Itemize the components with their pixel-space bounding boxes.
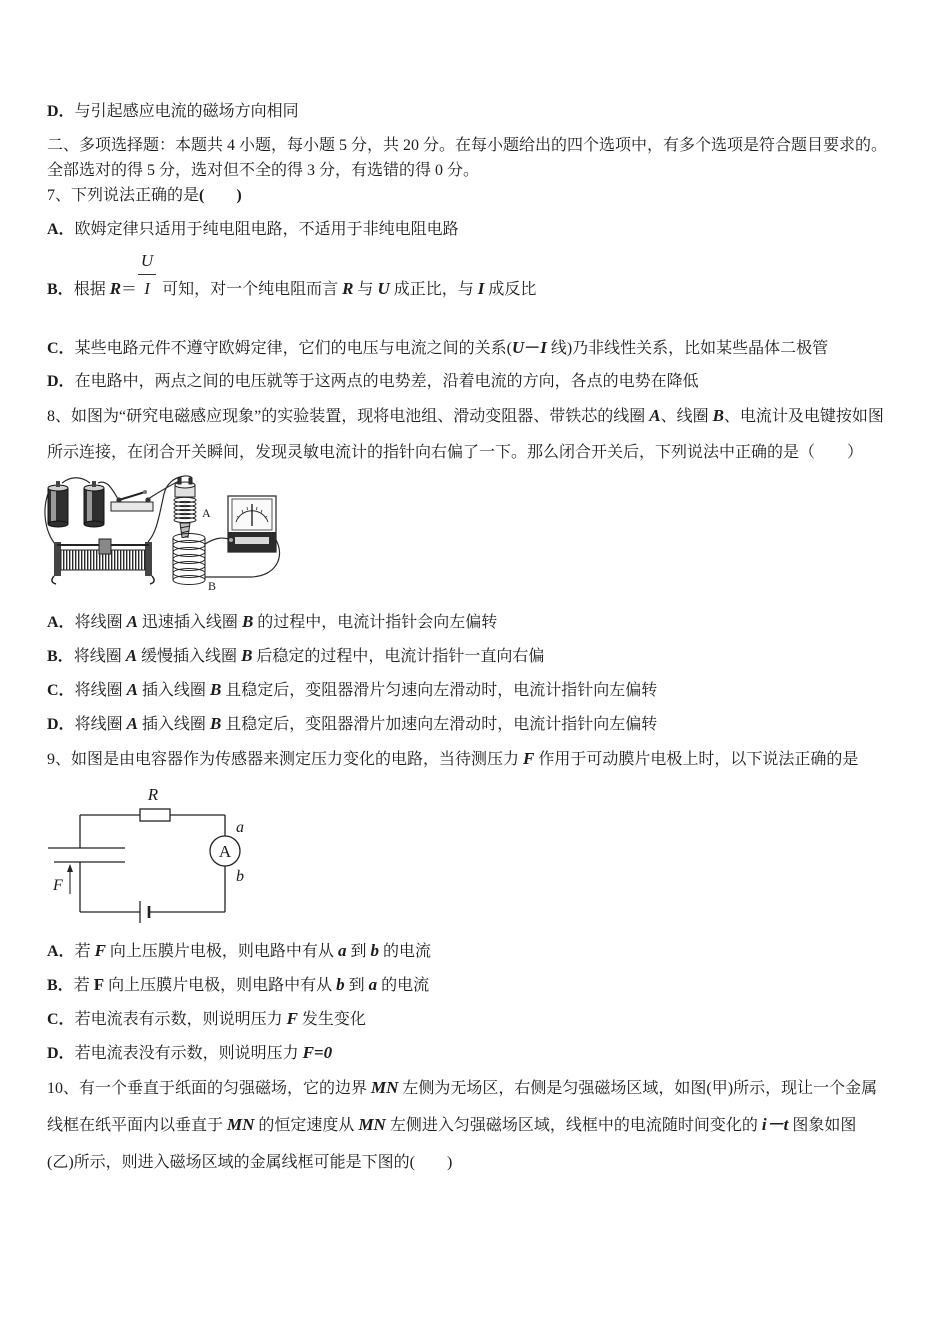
q7-option-d [47, 372, 699, 392]
text-segment: 的电流 [378, 943, 431, 960]
text-segment: 9、如图是由电容器作为传感器来测定压力变化的电路，当待测压力 [47, 751, 524, 768]
option-label: D． [47, 103, 75, 120]
text-segment: 8、如图为“研究电磁感应现象”的实验装置，现将电池组、滑动变阻器、带铁芯的线圈 [47, 408, 650, 425]
sliding-rheostat [52, 539, 154, 584]
option-label: C． [47, 682, 75, 699]
q8-option-b [47, 646, 544, 666]
galvanometer [228, 496, 276, 552]
option-text: 欧姆定律只适用于纯电阻电路，不适用于非纯电阻电路 [74, 221, 459, 238]
q6-option-d [47, 102, 299, 122]
option-label: B． [47, 281, 74, 298]
coil-a-with-iron-core [174, 478, 196, 548]
text-segment: 将线圈 [74, 682, 127, 699]
capacitive-pressure-sensor-circuit-figure [45, 780, 250, 925]
text-segment: 成正比，与 [389, 281, 478, 298]
variable: b [370, 941, 379, 960]
option-label: A． [47, 614, 75, 631]
q9-stem [47, 749, 858, 769]
section-two-heading-line-2 [47, 161, 479, 181]
variable: F [93, 975, 105, 994]
variable: a [337, 941, 347, 960]
variable: MN [227, 1115, 255, 1134]
variable: F [523, 749, 535, 768]
battery-cell-2 [84, 481, 104, 527]
variable: A [126, 680, 138, 699]
text-segment: － [524, 340, 541, 357]
terminal-a-label: a [236, 819, 244, 836]
q8-stem-line-1 [47, 406, 884, 426]
option-label: D． [47, 373, 75, 390]
variable: A [125, 646, 138, 665]
wire-coil-b-to-galvanometer [205, 538, 229, 544]
variable: MN [371, 1078, 399, 1097]
fraction-bar [138, 274, 156, 275]
q7-option-c [47, 338, 828, 358]
q7-stem [47, 186, 242, 206]
text-segment: 缓慢插入线圈 [137, 648, 242, 665]
option-label: A． [47, 943, 75, 960]
option-label: D． [47, 716, 75, 733]
variable: B [241, 646, 253, 665]
variable: b [336, 975, 345, 994]
variable: B [209, 680, 222, 699]
text-segment: 将线圈 [73, 648, 126, 665]
text-segment: 成反比 [484, 281, 537, 298]
text-segment: 与 [353, 281, 378, 298]
variable: R [342, 279, 354, 298]
terminal-b-label: b [236, 868, 244, 885]
resistor-label: R [147, 785, 159, 804]
fraction-denominator: I [144, 279, 150, 298]
text-segment: 图象如图 [788, 1117, 857, 1134]
text-segment: 若 [74, 943, 95, 960]
text-segment: 且稳定后，变阻器滑片加速向左滑动时，电流计指针向左偏转 [221, 716, 658, 733]
text-segment: 根据 [73, 281, 110, 298]
q9-option-c [47, 1009, 366, 1029]
q7-option-a [47, 220, 459, 240]
text-segment: 插入线圈 [137, 716, 210, 733]
text-segment: 向上压膜片电极，则电路中有从 [105, 943, 338, 960]
variable: A [126, 714, 138, 733]
option-label: A． [47, 221, 75, 238]
section-heading-text: 二、多项选择题：本题共 4 小题，每小题 5 分，共 20 分。在每小题给出的四个选项中，有多个选项是符合题目要求的。 [47, 137, 888, 154]
q10-stem-line-1 [47, 1078, 877, 1098]
option-label: C． [47, 340, 75, 357]
q8-stem-line-2 [47, 443, 863, 463]
resistor [140, 809, 170, 821]
q10-stem-line-2 [47, 1115, 856, 1135]
coil-b-label: B [208, 579, 217, 593]
text-segment: 将线圈 [74, 614, 127, 631]
electromagnetic-induction-apparatus-figure [45, 476, 280, 598]
text-segment: 的过程中，电流计指针会向左偏转 [253, 614, 498, 631]
text-segment: 发生变化 [297, 1011, 366, 1028]
variable: MN [358, 1115, 386, 1134]
text-segment: 可知，对一个纯电阻而言 [158, 281, 343, 298]
coil-a-label: A [202, 506, 211, 520]
text-segment: 、电流计及电键按如图 [723, 408, 884, 425]
force-label: F [53, 877, 63, 894]
text-segment: 左侧进入匀强磁场区域，线框中的电流随时间变化的 [385, 1117, 762, 1134]
q9-option-a [47, 941, 431, 961]
option-text: 与引起感应电流的磁场方向相同 [74, 103, 299, 120]
text-segment: 且稳定后，变阻器滑片匀速向左滑动时，电流计指针向左偏转 [221, 682, 658, 699]
variable: F [286, 1009, 298, 1028]
variable: U [511, 338, 525, 357]
fraction-u-over-i [140, 251, 154, 300]
text-segment: 线)乃非线性关系，比如某些晶体二极管 [546, 340, 829, 357]
text-segment: 后稳定的过程中，电流计指针一直向右偏 [252, 648, 545, 665]
q10-stem-line-3 [47, 1153, 452, 1173]
option-label: B． [47, 648, 74, 665]
text-segment: ＝ [121, 281, 138, 298]
q8-option-a [47, 612, 497, 632]
variable: B [209, 714, 222, 733]
ammeter-label: A [218, 842, 232, 861]
text-segment: 若电流表没有示数，则说明压力 [74, 1045, 303, 1062]
section-two-heading-line-1 [47, 136, 887, 156]
text-segment: 的电流 [377, 977, 430, 994]
fraction-numerator: U [140, 251, 154, 270]
q9-option-b [47, 975, 429, 995]
text-segment: 迅速插入线圈 [137, 614, 242, 631]
text-segment: (乙)所示，则进入磁场区域的金属线框可能是下图的( ) [47, 1154, 453, 1171]
text-segment: 某些电路元件不遵守欧姆定律，它们的电压与电流之间的关系( [74, 340, 512, 357]
question-text: 7、下列说法正确的是 [47, 187, 200, 204]
q8-option-d [47, 714, 657, 734]
text-segment: 作用于可动膜片电极上时，以下说法正确的是 [534, 751, 859, 768]
text-segment: 若电流表有示数，则说明压力 [74, 1011, 287, 1028]
variable: F=0 [302, 1043, 333, 1062]
variable: A [649, 406, 661, 425]
text-segment: 左侧为无场区，右侧是匀强磁场区域，如图(甲)所示，现让一个金属 [398, 1080, 878, 1097]
force-arrow-head [67, 864, 73, 872]
q8-option-c [47, 680, 657, 700]
text-segment: 向上压膜片电极，则电路中有从 [104, 977, 337, 994]
text-segment: 若 [73, 977, 94, 994]
variable: a [368, 975, 378, 994]
option-label: C． [47, 1011, 75, 1028]
knife-switch [111, 490, 153, 511]
text-segment: 到 [344, 977, 369, 994]
variable: U [377, 279, 390, 298]
text-segment: 的恒定速度从 [254, 1117, 359, 1134]
q7-option-b [47, 251, 537, 299]
battery-cell-1 [48, 481, 68, 527]
answer-blank: ( ) [199, 187, 242, 204]
text-segment: 线框在纸平面内以垂直于 [47, 1117, 228, 1134]
variable: I [540, 338, 547, 357]
text-segment: 将线圈 [74, 716, 127, 733]
variable: F [94, 941, 106, 960]
variable: I [477, 279, 485, 298]
q9-option-d [47, 1043, 332, 1063]
text-segment: 插入线圈 [137, 682, 210, 699]
option-label: D． [47, 1045, 75, 1062]
variable: i－t [761, 1115, 789, 1134]
text-segment: 到 [346, 943, 371, 960]
option-label: B． [47, 977, 74, 994]
text-segment: 、线圈 [660, 408, 713, 425]
coil-b [173, 534, 205, 585]
section-heading-text: 全部选对的得 5 分，选对但不全的得 3 分，有选错的得 0 分。 [47, 162, 480, 179]
option-text: 在电路中，两点之间的电压就等于这两点的电势差，沿着电流的方向，各点的电势在降低 [74, 373, 699, 390]
wire-battery-to-battery [62, 478, 90, 483]
rheostat-slider [99, 539, 111, 554]
text-segment: 所示连接，在闭合开关瞬间，发现灵敏电流计的指针向右偏了一下。那么闭合开关后，下列说法中正确的是（ ） [47, 444, 864, 461]
text-segment: 10、有一个垂直于纸面的匀强磁场，它的边界 [47, 1080, 372, 1097]
variable: B [712, 406, 724, 425]
variable: A [126, 612, 138, 631]
variable: R [109, 279, 122, 298]
variable: B [241, 612, 254, 631]
